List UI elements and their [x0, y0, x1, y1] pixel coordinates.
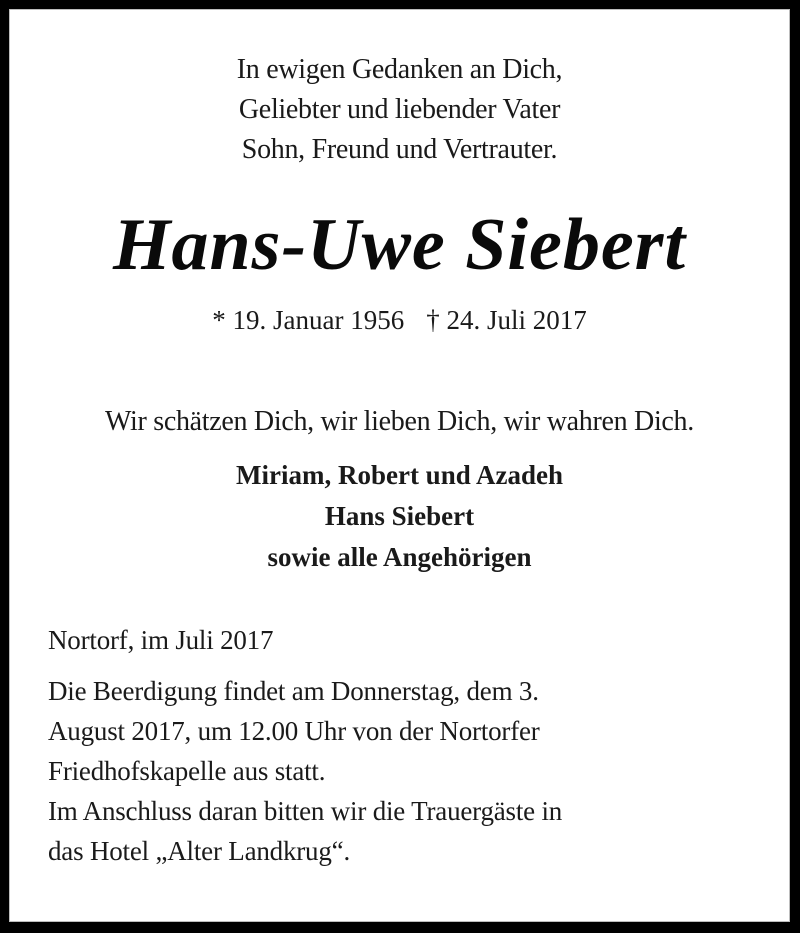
funeral-text-line-2: August 2017, um 12.00 Uhr von der Nortorfer — [48, 716, 540, 746]
verse-line-2: Geliebter und liebender Vater — [238, 94, 561, 125]
deceased-name: Hans-Uwe Siebert — [112, 204, 687, 286]
verse-line-1: In ewigen Gedanken an Dich, — [236, 54, 563, 85]
life-dates — [9, 306, 790, 334]
obituary-notice — [9, 9, 790, 922]
mourners-line-2: Hans Siebert — [324, 501, 475, 531]
birth-date: * 19. Januar 1956 — [212, 305, 405, 335]
place-date: Nortorf, im Juli 2017 — [48, 625, 274, 655]
verse-line-3: Sohn, Freund und Vertrauter. — [241, 134, 558, 165]
funeral-text-line-5: das Hotel „Alter Landkrug“. — [48, 836, 350, 866]
funeral-text-line-3: Friedhofskapelle aus statt. — [48, 756, 326, 786]
death-date: † 24. Juli 2017 — [426, 305, 587, 335]
mourners-line-1: Miriam, Robert und Azadeh — [236, 460, 563, 490]
mourners-line-3: sowie alle Angehörigen — [267, 542, 532, 572]
funeral-text-line-1: Die Beerdigung findet am Donnerstag, dem 3. — [48, 676, 539, 706]
motto: Wir schätzen Dich, wir lieben Dich, wir wahren Dich. — [105, 406, 694, 437]
funeral-text-line-4: Im Anschluss daran bitten wir die Trauergäste in — [48, 796, 563, 826]
